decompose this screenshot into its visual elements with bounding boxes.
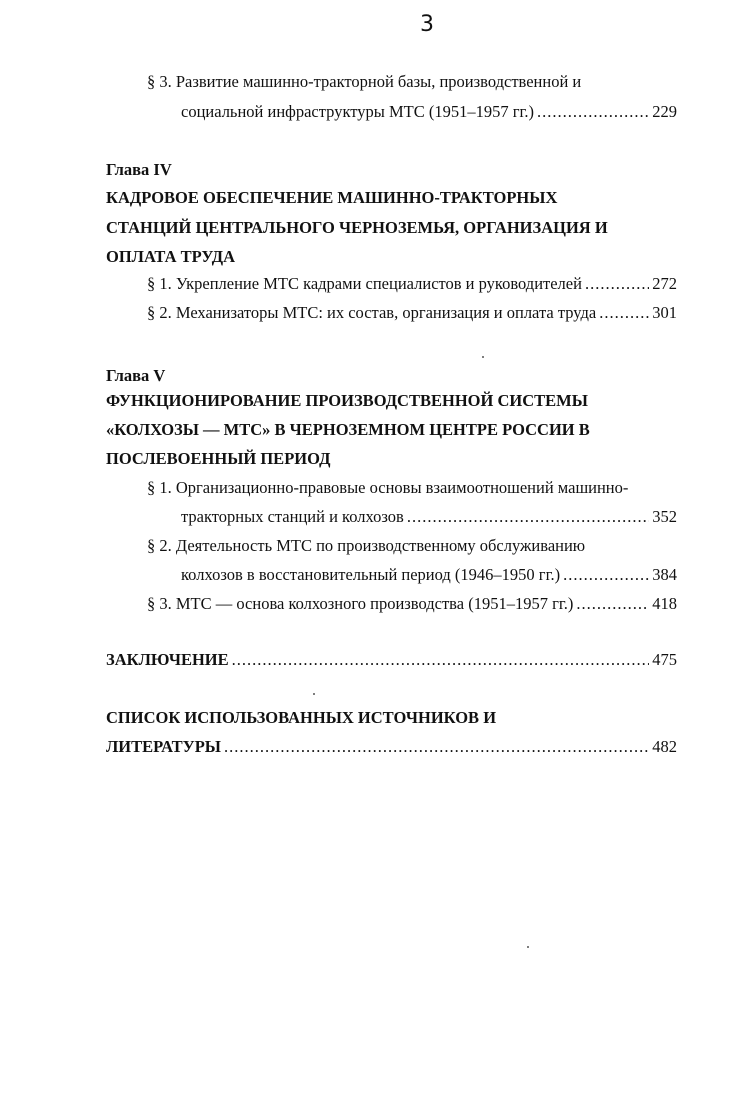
toc-item-label: ЛИТЕРАТУРЫ xyxy=(106,737,221,756)
leader-dots xyxy=(537,102,649,122)
toc-item-label: тракторных станций и колхозов xyxy=(181,507,404,526)
leader-dots xyxy=(232,650,650,670)
chapter-5-title-line-1: ФУНКЦИОНИРОВАНИЕ ПРОИЗВОДСТВЕННОЙ СИСТЕМЫ xyxy=(106,391,588,410)
toc-page-number: 482 xyxy=(652,737,677,756)
toc-page-number: 301 xyxy=(652,303,677,322)
toc-item-ch4-s1[interactable] xyxy=(147,274,677,294)
toc-item-ch5-s2[interactable] xyxy=(181,565,677,585)
leader-dots xyxy=(407,507,649,527)
chapter-4-label: Глава IV xyxy=(106,160,172,179)
toc-item-ch4-s2[interactable] xyxy=(147,303,677,323)
leader-dots xyxy=(563,565,649,585)
leader-dots xyxy=(599,303,649,323)
toc-item-label: § 1. Укрепление МТС кадрами специалистов и руководителей xyxy=(147,274,582,293)
leader-dots xyxy=(585,274,649,294)
toc-page-number: 272 xyxy=(652,274,677,293)
toc-page-number: 475 xyxy=(652,650,677,669)
chapter-5-title-line-2: «КОЛХОЗЫ — МТС» В ЧЕРНОЗЕМНОМ ЦЕНТРЕ РОССИИ В xyxy=(106,420,590,439)
chapter-4-title-line-3: ОПЛАТА ТРУДА xyxy=(106,247,236,266)
toc-item-label: ЗАКЛЮЧЕНИЕ xyxy=(106,650,229,669)
chapter-4-title-line-2: СТАНЦИЙ ЦЕНТРАЛЬНОГО ЧЕРНОЗЕМЬЯ, ОРГАНИЗАЦИЯ И xyxy=(106,218,608,237)
toc-page-number: 229 xyxy=(652,102,677,121)
toc-page-number: 418 xyxy=(652,594,677,613)
toc-item-sources-line1: СПИСОК ИСПОЛЬЗОВАННЫХ ИСТОЧНИКОВ И xyxy=(106,708,497,727)
chapter-5-label: Глава V xyxy=(106,366,166,385)
leader-dots xyxy=(224,737,649,757)
toc-item-label: § 2. Механизаторы МТС: их состав, организация и оплата труда xyxy=(147,303,597,322)
toc-item-conclusion[interactable] xyxy=(106,650,677,670)
toc-item-label: § 3. МТС — основа колхозного производства (1951–1957 гг.) xyxy=(147,594,574,613)
scan-speck xyxy=(482,356,484,358)
chapter-5-title-line-3: ПОСЛЕВОЕННЫЙ ПЕРИОД xyxy=(106,449,331,468)
leader-dots xyxy=(576,594,649,614)
scan-speck xyxy=(313,693,315,695)
scan-speck xyxy=(527,946,529,948)
toc-item-ch3-s3-line1: § 3. Развитие машинно-тракторной базы, производственной и xyxy=(147,72,582,91)
toc-page-number: 384 xyxy=(652,565,677,584)
toc-item-ch5-s1[interactable] xyxy=(181,507,677,527)
toc-page-number: 352 xyxy=(652,507,677,526)
page-number: 3 xyxy=(420,12,434,37)
toc-item-ch3-s3[interactable] xyxy=(181,102,677,122)
toc-item-ch5-s1-line1: § 1. Организационно-правовые основы взаимоотношений машинно- xyxy=(147,478,629,497)
toc-item-ch5-s2-line1: § 2. Деятельность МТС по производственному обслуживанию xyxy=(147,536,586,555)
chapter-4-title-line-1: КАДРОВОЕ ОБЕСПЕЧЕНИЕ МАШИННО-ТРАКТОРНЫХ xyxy=(106,188,558,207)
toc-item-sources[interactable] xyxy=(106,737,677,757)
toc-item-label: социальной инфраструктуры МТС (1951–1957 гг.) xyxy=(181,102,534,121)
toc-item-ch5-s3[interactable] xyxy=(147,594,677,614)
toc-item-label: колхозов в восстановительный период (1946–1950 гг.) xyxy=(181,565,561,584)
